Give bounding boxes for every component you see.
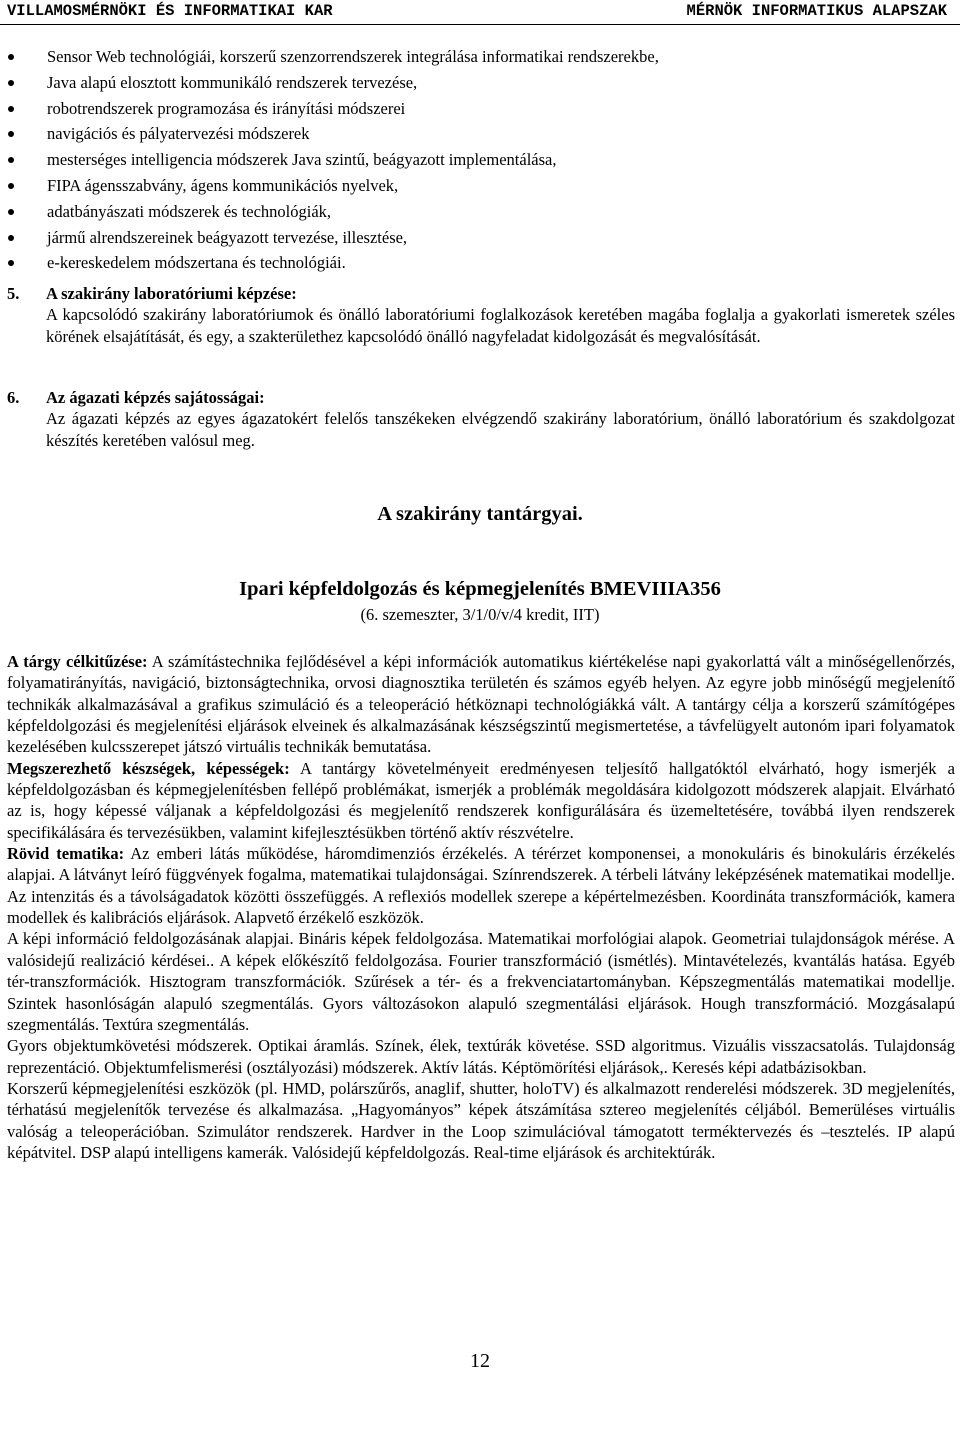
bullet-icon [8,54,14,60]
section-number: 5. [7,284,20,303]
section-laboratory-training [7,283,955,347]
page-number: 12 [470,1350,490,1372]
bullet-icon [8,260,14,266]
paragraph-label: A tárgy célkitűzése: [7,652,148,671]
paragraph-object-tracking [7,1035,955,1078]
section-heading: Az ágazati képzés sajátosságai: [46,388,265,407]
paragraph-text: A tantárgy követelményeit eredményesen teljesítő hallgatóktól elvárható, hogy ismerjék a képfeldolgozásban és képmegjelenítésben fellépő problémákat, ismerjék a problémák megoldására kidolgozott módszerek alapjait. Elvárható az is, hogy képessé váljanak a képfeldolgozási és megjelenítő rendszerek konfigurálására és üzemeltetésére, továbbá ilyen rendszerek specifikálására és tervezésükben, valamint kifejlesztésükben történő aktív részvételre. [7,758,955,842]
bullet-icon [8,106,14,112]
bullet-icon [8,235,14,241]
subjects-title: A szakirány tantárgyai. [377,503,583,525]
course-title: Ipari képfeldolgozás és képmegjelenítés BMEVIIIA356 [239,578,721,600]
section-number: 6. [7,388,20,407]
header-program: MÉRNÖK INFORMATIKUS ALAPSZAK [686,2,947,20]
paragraph-text: Gyors objektumkövetési módszerek. Optikai áramlás. Színek, élek, textúrák követése. SSD algoritmus. Vizuális visszacsatolás. Tulajdonság reprezentáció. Objektumfelismerési (osztályozási) módszerek. Aktív látás. Képtömörítési eljárások,. Keresés képi adatbázisokban. [7,1036,955,1077]
list-item: robotrendszerek programozása és irányítási módszerei [0,96,960,122]
course-meta: (6. szemeszter, 3/1/0/v/4 kredit, IIT) [360,605,600,624]
page-header [0,0,960,25]
course-description [7,651,955,1163]
paragraph-skills [7,758,955,843]
paragraph-text: Az emberi látás működése, háromdimenziós érzékelés. A térérzet komponensei, a monokuláris és binokuláris érzékelés alapjai. A látványt leíró függvények fogalma, matematikai tulajdonságai. Színrendszerek. A térbeli látvány leképzésének matematikai modellje. Az intenzitás és a távolságadatok közötti összefüggés. A reflexiós modellek szerepe a képértelmezésben. Koordináta transzformációk, kamera modellek és kalibrációs eljárások. Alapvető érzékelő eszközök. [7,844,955,928]
section-heading: A szakirány laboratóriumi képzése: [46,284,297,303]
paragraph-display [7,1078,955,1163]
bullet-icon [8,80,14,86]
paragraph-text: A számítástechnika fejlődésével a képi információk automatikus kiértékelése napi gyakorlattá vált a minőségellenőrzés, folyamatirányítás, navigáció, biztonságtechnika, orvosi diagnosztika területén és számos egyéb helyen. Az egyre jobb minőségű megjelenítő technikák alkalmazásával a grafikus szimuláció és a teleoperáció hétköznapi technológiákká vált. A tantárgy célja a korszerű számítógépes képfeldolgozási és megjelenítési eljárások elveinek és alkalmazásának készségszintű megismertetése, a távfelügyelt autonóm ipari folyamatok kezelésében kulcsszerepet játszó virtuális technikák bemutatása. [7,652,955,757]
list-item: adatbányászati módszerek és technológiák, [0,199,960,225]
list-item: jármű alrendszereinek beágyazott tervezése, illesztése, [0,225,960,251]
topic-bullet-list [0,44,960,276]
bullet-icon [8,131,14,137]
paragraph-text: A képi információ feldolgozásának alapjai. Bináris képek feldolgozása. Matematikai morfológiai alapok. Geometriai tulajdonságok mérése. A valósidejű realizáció kérdései.. A képek előkészítő feldolgozása. Fourier transzformáció (ismétlés). Mintavételezés, kvantálás hatása. Egyéb tér-transzformációk. Hisztogram transzformációk. Szűrések a tér- és a frekvenciatartományban. Képszegmentálás matematikai modellje. Szintek hasonlóságán alapuló szegmentálás. Gyors változásokon alapuló szegmentálási eljárások. Hough transzformáció. Mozgásalapú szegmentálás. Textúra szegmentálás. [7,929,955,1034]
paragraph-label: Rövid tematika: [7,844,125,864]
list-item: e-kereskedelem módszertana és technológiái. [0,250,960,276]
list-item: Sensor Web technológiái, korszerű szenzorrendszerek integrálása informatikai rendszerekbe, [0,44,960,70]
list-item: Java alapú elosztott kommunikáló rendszerek tervezése, [0,70,960,96]
header-faculty: VILLAMOSMÉRNÖKI ÉS INFORMATIKAI KAR [7,2,333,20]
paragraph-objective [7,651,955,758]
section-text: Az ágazati képzés az egyes ágazatokért felelős tanszékeken elvégzendő szakirány laboratórium, önálló laboratórium és szakdolgozat készítés keretében valósul meg. [46,409,955,450]
section-branch-specifics [7,387,955,451]
paragraph-image-processing [7,928,955,1035]
paragraph-syllabus [7,843,955,928]
list-item: mesterséges intelligencia módszerek Java szintű, beágyazott implementálása, [0,147,960,173]
list-item: FIPA ágensszabvány, ágens kommunikációs nyelvek, [0,173,960,199]
bullet-icon [8,209,14,215]
paragraph-label: Megszerezhető készségek, képességek: [7,758,290,778]
bullet-icon [8,157,14,163]
list-item: navigációs és pályatervezési módszerek [0,121,960,147]
section-text: A kapcsolódó szakirány laboratóriumok és önálló laboratóriumi foglalkozások keretében magába foglalja a gyakorlati ismeretek széles körének elsajátítását, és egy, a szakterülethez kapcsolódó önálló nagyfeladat kidolgozását és megvalósítását. [46,305,955,346]
bullet-icon [8,183,14,189]
paragraph-text: Korszerű képmegjelenítési eszközök (pl. HMD, polárszűrős, anaglif, shutter, holoTV) és alkalmazott renderelési módszerek. 3D megjelenítés, térhatású megjelenítők tervezése és alkalmazása. „Hagyományos” képek átszámítása sztereo megjelenítés céljából. Bemerüléses virtuális valóság a teleoperációban. Szimulátor rendszerek. Hardver in the Loop szimulációval támogatott terméktervezés és –tesztelés. IP alapú képátvitel. DSP alapú intelligens kamerák. Valósidejű képfeldolgozás. Real-time eljárások és architektúrák. [7,1078,955,1162]
